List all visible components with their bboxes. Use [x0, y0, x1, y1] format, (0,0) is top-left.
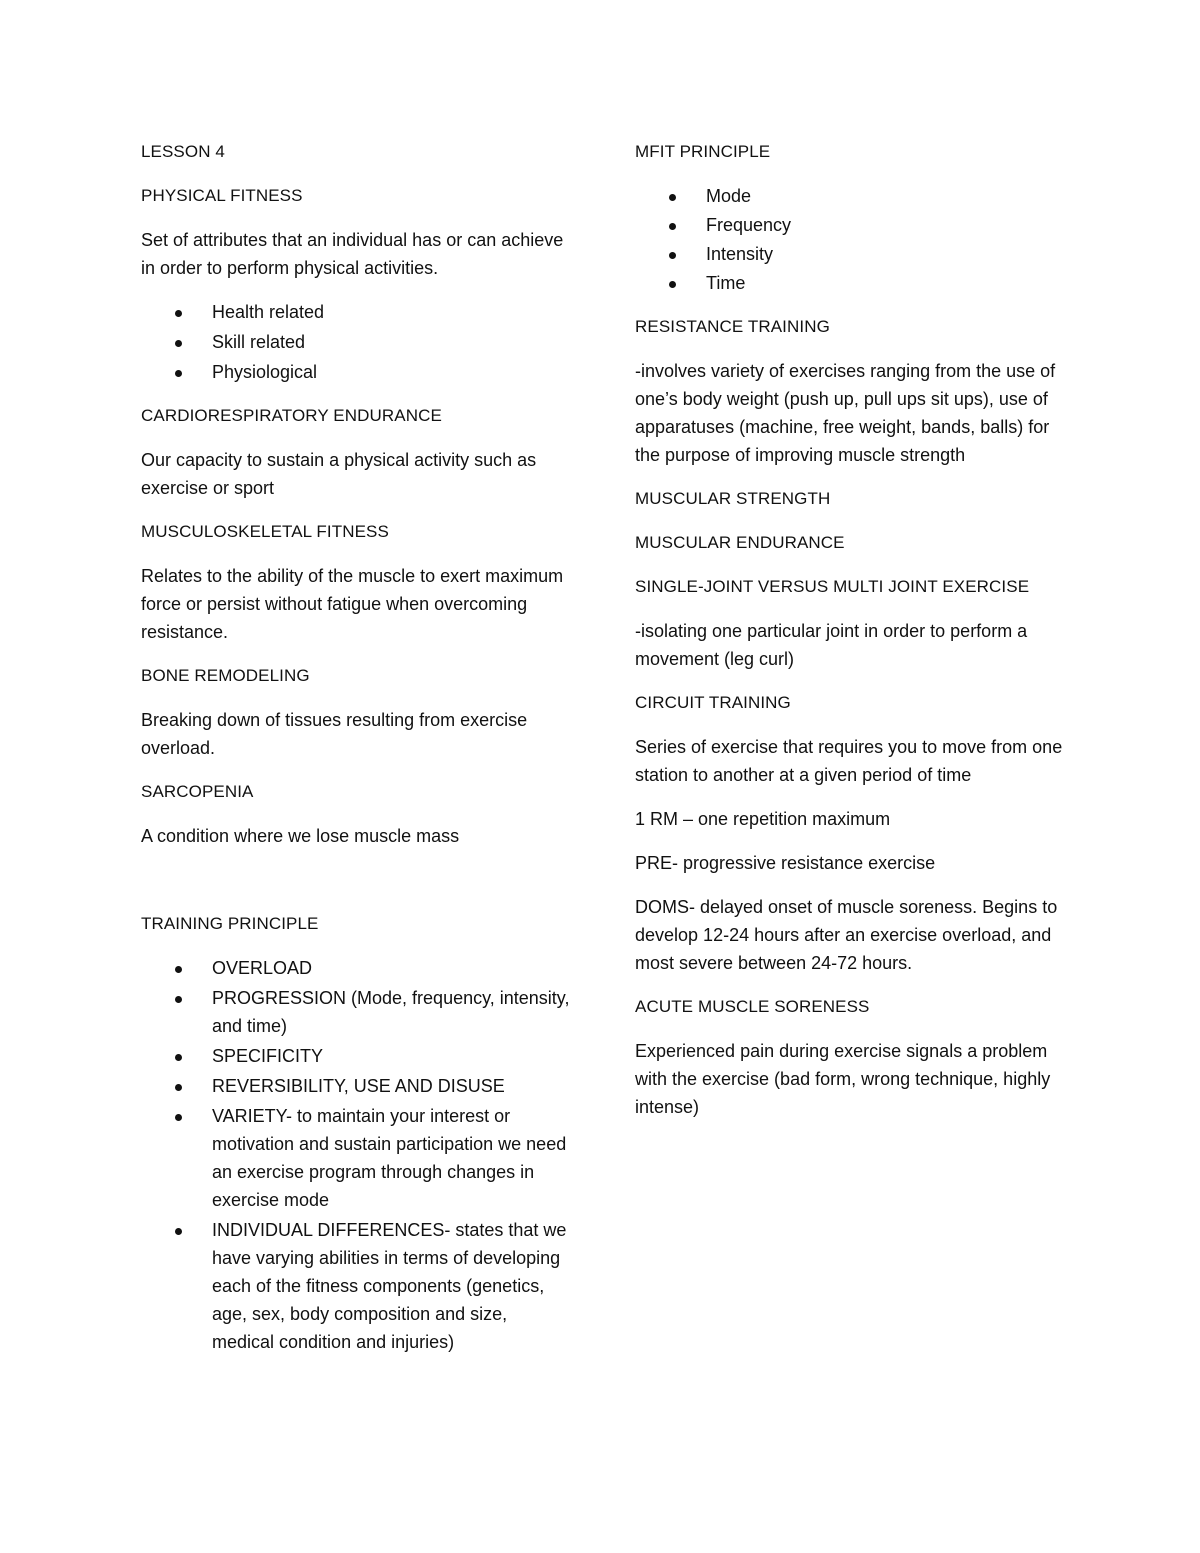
- muscular-endurance-heading: MUSCULAR ENDURANCE: [635, 533, 845, 552]
- list-item: [141, 1102, 571, 1214]
- list-item: [635, 240, 1075, 268]
- bullet-icon: [175, 340, 182, 347]
- bullet-icon: [669, 194, 676, 201]
- physical-fitness-heading: PHYSICAL FITNESS: [141, 186, 303, 205]
- list-item: [635, 211, 1075, 239]
- mfit-list: [635, 182, 1075, 297]
- left-column: [141, 138, 571, 1372]
- sarcopenia-text: A condition where we lose muscle mass: [141, 826, 460, 846]
- single-joint-text: -isolating one particular joint in order to perform a movement (leg curl): [635, 621, 1028, 669]
- list-item-text: Health related: [212, 302, 325, 322]
- acute-soreness-heading: ACUTE MUSCLE SORENESS: [635, 997, 870, 1016]
- doms-text: DOMS- delayed onset of muscle soreness. Begins to develop 12-24 hours after an exercise overload, and most severe between 24-72 hours.: [635, 897, 1058, 973]
- list-item-text: Mode: [706, 186, 752, 206]
- single-joint-heading: SINGLE-JOINT VERSUS MULTI JOINT EXERCISE: [635, 577, 1030, 596]
- list-item-text: REVERSIBILITY, USE AND DISUSE: [212, 1076, 505, 1096]
- list-item-text: VARIETY- to maintain your interest or motivation and sustain participation we need an exercise program through changes in exercise mode: [212, 1106, 567, 1210]
- cardio-heading: CARDIORESPIRATORY ENDURANCE: [141, 406, 442, 425]
- bone-remodeling-heading: BONE REMODELING: [141, 666, 310, 685]
- bullet-icon: [175, 1084, 182, 1091]
- bullet-icon: [175, 996, 182, 1003]
- bullet-icon: [669, 252, 676, 259]
- bullet-icon: [669, 281, 676, 288]
- list-item-text: OVERLOAD: [212, 958, 313, 978]
- list-item-text: Frequency: [706, 215, 792, 235]
- lesson-title: LESSON 4: [141, 142, 225, 161]
- acute-soreness-text: Experienced pain during exercise signals a problem with the exercise (bad form, wrong technique, highly intense): [635, 1041, 1051, 1117]
- bone-remodeling-text: Breaking down of tissues resulting from exercise overload.: [141, 710, 528, 758]
- list-item: [141, 1042, 571, 1070]
- list-item-text: Intensity: [706, 244, 774, 264]
- training-principle-heading: TRAINING PRINCIPLE: [141, 914, 319, 933]
- circuit-training-text: Series of exercise that requires you to move from one station to another at a given period of time: [635, 737, 1063, 785]
- training-principle-list: [141, 954, 571, 1356]
- list-item: [141, 954, 571, 982]
- cardio-text: Our capacity to sustain a physical activity such as exercise or sport: [141, 450, 537, 498]
- spacer: [141, 866, 571, 910]
- list-item-text: Physiological: [212, 362, 318, 382]
- list-item: [141, 328, 571, 356]
- bullet-icon: [175, 966, 182, 973]
- list-item-text: Time: [706, 273, 746, 293]
- right-column: [635, 138, 1075, 1137]
- list-item: [141, 298, 571, 326]
- list-item: [141, 358, 571, 386]
- bullet-icon: [175, 1054, 182, 1061]
- musculoskeletal-text: Relates to the ability of the muscle to exert maximum force or persist without fatigue when overcoming resistance.: [141, 566, 564, 642]
- resistance-training-heading: RESISTANCE TRAINING: [635, 317, 830, 336]
- list-item-text: PROGRESSION (Mode, frequency, intensity, and time): [212, 988, 570, 1036]
- sarcopenia-heading: SARCOPENIA: [141, 782, 254, 801]
- bullet-icon: [175, 310, 182, 317]
- muscular-strength-heading: MUSCULAR STRENGTH: [635, 489, 831, 508]
- list-item: [141, 1216, 571, 1356]
- list-item: [635, 182, 1075, 210]
- bullet-icon: [175, 1228, 182, 1235]
- resistance-training-text: -involves variety of exercises ranging from the use of one’s body weight (push up, pull ups sit ups), use of apparatuses (machine, free weight, bands, balls) for the purpose of improving muscle strength: [635, 361, 1056, 465]
- physical-fitness-text: Set of attributes that an individual has or can achieve in order to perform physical activities.: [141, 230, 564, 278]
- bullet-icon: [175, 1114, 182, 1121]
- list-item: [141, 984, 571, 1040]
- bullet-icon: [669, 223, 676, 230]
- physical-fitness-list: [141, 298, 571, 386]
- pre-text: PRE- progressive resistance exercise: [635, 853, 936, 873]
- list-item-text: SPECIFICITY: [212, 1046, 324, 1066]
- mfit-heading: MFIT PRINCIPLE: [635, 142, 771, 161]
- circuit-training-heading: CIRCUIT TRAINING: [635, 693, 791, 712]
- one-rm-text: 1 RM – one repetition maximum: [635, 809, 891, 829]
- musculoskeletal-heading: MUSCULOSKELETAL FITNESS: [141, 522, 389, 541]
- list-item: [635, 269, 1075, 297]
- list-item-text: INDIVIDUAL DIFFERENCES- states that we have varying abilities in terms of developing each of the fitness components (genetics, age, sex, body composition and size, medical condition and injuries): [212, 1220, 567, 1352]
- list-item: [141, 1072, 571, 1100]
- bullet-icon: [175, 370, 182, 377]
- list-item-text: Skill related: [212, 332, 306, 352]
